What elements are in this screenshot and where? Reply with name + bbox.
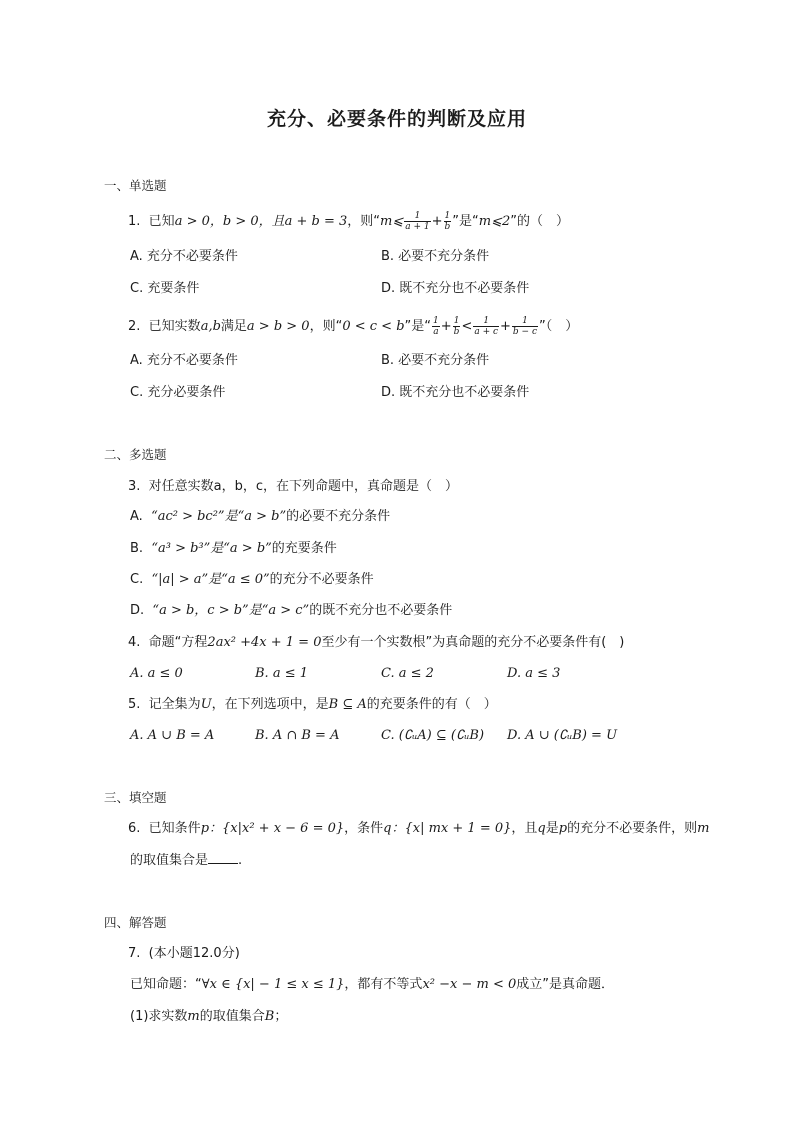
denominator: b − c (512, 327, 537, 337)
option-a[interactable]: A. 充分不必要条件 (130, 353, 238, 368)
option-a[interactable] (130, 508, 390, 526)
option-text: 的充要条件 (271, 541, 337, 556)
option-math: “|a| > a”是“a ≤ 0” (151, 572, 270, 587)
q6-text: . (238, 853, 243, 868)
denominator: b (453, 327, 460, 337)
option-label: B. (130, 541, 144, 556)
numerator: 1 (453, 316, 460, 326)
q6-math: p (558, 821, 568, 836)
q6-math: p：{x|x² + x − 6 = 0} (200, 821, 345, 836)
option-a[interactable]: A. A ∪ B = A (130, 728, 215, 743)
q1-text: 已知 (148, 214, 175, 229)
page-title: 充分、必要条件的判断及应用 (266, 108, 527, 130)
denominator: b (444, 222, 451, 232)
option-a[interactable]: A. a ≤ 0 (130, 666, 183, 681)
q1-text: ”是“ (452, 214, 479, 229)
plus-sign: + (440, 319, 452, 334)
q6-math: q (537, 821, 546, 836)
numerator: 1 (404, 211, 430, 222)
option-text: 的必要不充分条件 (286, 509, 391, 524)
q7-math: x² −x − m < 0 (422, 977, 517, 992)
option-b[interactable]: B. 必要不充分条件 (381, 249, 490, 264)
q6-text: ，条件 (344, 821, 384, 836)
option-label: D. (130, 603, 145, 618)
option-d[interactable] (130, 602, 452, 620)
q6-text: ，且 (511, 821, 538, 836)
option-c[interactable]: C. 充要条件 (130, 281, 200, 296)
fraction (432, 316, 440, 337)
question-1-stem (128, 211, 569, 232)
option-label: A. (130, 509, 143, 524)
option-math: “a > b，c > b”是“a > c” (152, 603, 310, 618)
question-number: 1. (128, 214, 141, 229)
question-score: (本小题12.0分) (148, 946, 240, 961)
question-number: 6. (128, 821, 141, 836)
q6-text: 的充分不必要条件，则 (567, 821, 698, 836)
question-number: 4. (128, 635, 141, 650)
q6-math: m (697, 821, 710, 836)
question-7-header (128, 945, 240, 963)
q7-math: B (264, 1009, 275, 1024)
q2-text: 满足 (220, 319, 247, 334)
question-6-stem (128, 820, 709, 838)
option-d[interactable]: D. A ∪ (∁ᵤB) = U (507, 728, 618, 743)
q6-text: 已知条件 (148, 821, 201, 836)
fraction (404, 211, 430, 232)
option-c[interactable]: C. (∁ᵤA) ⊆ (∁ᵤB) (381, 728, 485, 743)
numerator: 1 (433, 316, 439, 326)
section-heading-single-choice: 一、单选题 (104, 178, 167, 193)
q7-text: ； (274, 1009, 288, 1024)
option-label: C. (130, 572, 144, 587)
fraction (473, 316, 499, 337)
section-heading-answer: 四、解答题 (104, 915, 167, 930)
question-number: 5. (128, 697, 141, 712)
q7-text: ，都有不等式 (344, 977, 423, 992)
question-number: 3. (128, 479, 141, 494)
q7-text: 成立”是真命题． (516, 977, 614, 992)
q2-math: 0 < c < b (342, 319, 405, 334)
question-2-stem (128, 316, 578, 337)
option-c[interactable]: C. a ≤ 2 (381, 666, 434, 681)
q1-math: a > 0，b > 0，且a + b = 3 (174, 214, 348, 229)
section-heading-multiple-choice: 二、多选题 (104, 447, 167, 462)
fraction (444, 211, 452, 232)
option-b[interactable]: B. A ∩ B = A (255, 728, 340, 743)
option-d[interactable]: D. a ≤ 3 (507, 666, 561, 681)
q3-text: 对任意实数a，b，c，在下列命题中，真命题是（ ） (148, 479, 459, 494)
question-number: 2. (128, 319, 141, 334)
numerator: 1 (512, 316, 538, 327)
option-text: 的既不充分也不必要条件 (309, 603, 453, 618)
q1-math: m⩽2 (478, 214, 511, 229)
option-b[interactable]: B. 必要不充分条件 (381, 353, 490, 368)
numerator: 1 (444, 211, 451, 221)
question-number: 7. (128, 946, 141, 961)
q5-math: U (200, 697, 212, 712)
q5-math: B ⊆ A (328, 697, 367, 712)
question-7-part-1 (130, 1008, 287, 1026)
q7-math: ∀x ∈ {x| − 1 ≤ x ≤ 1} (201, 977, 345, 992)
q6-text: 是 (545, 821, 559, 836)
q2-text: ，则“ (309, 319, 343, 334)
plus-sign: + (500, 319, 511, 334)
q4-math: 2ax² +4x + 1 = 0 (207, 635, 322, 650)
less-than-sign: < (461, 319, 473, 334)
denominator: a + c (474, 327, 499, 337)
q1-text: ，则“ (347, 214, 381, 229)
question-6-continuation (130, 852, 242, 870)
fraction (512, 316, 538, 337)
q7-text: 已知命题：“ (130, 977, 202, 992)
q1-math: m⩽ (380, 214, 404, 229)
question-7-stem (130, 976, 614, 994)
q7-text: 的取值集合 (199, 1009, 265, 1024)
option-b[interactable] (130, 540, 337, 558)
option-text: 的充分不必要条件 (269, 572, 374, 587)
q5-text: ，在下列选项中，是 (211, 697, 329, 712)
q5-text: 的充要条件的有（ ） (366, 697, 497, 712)
option-c[interactable] (130, 571, 374, 589)
option-math: “ac² > bc²”是“a > b” (151, 509, 287, 524)
q5-text: 记全集为 (148, 697, 201, 712)
option-b[interactable]: B. a ≤ 1 (255, 666, 308, 681)
option-math: “a³ > b³”是“a > b” (151, 541, 272, 556)
plus-sign: + (431, 214, 443, 229)
q1-text: ”的（ ） (510, 214, 570, 229)
section-heading-fill-in: 三、填空题 (104, 790, 167, 805)
question-5-stem (128, 696, 497, 714)
answer-blank[interactable] (208, 853, 238, 864)
q6-math: q：{x| mx + 1 = 0} (383, 821, 512, 836)
q2-text: 已知实数 (148, 319, 201, 334)
option-d[interactable]: D. 既不充分也不必要条件 (381, 281, 530, 296)
q4-text: 命题“方程 (148, 635, 208, 650)
question-3-stem (128, 478, 458, 496)
numerator: 1 (473, 316, 499, 327)
question-4-stem (128, 634, 624, 652)
option-d[interactable]: D. 既不充分也不必要条件 (381, 385, 530, 400)
denominator: a (433, 327, 439, 337)
option-a[interactable]: A. 充分不必要条件 (130, 249, 238, 264)
q2-text: ”（ ） (539, 319, 579, 334)
q7-math: m (187, 1009, 200, 1024)
q2-text: ”是“ (404, 319, 432, 334)
q7-text: (1)求实数 (130, 1009, 188, 1024)
fraction (453, 316, 461, 337)
q2-math: a,b (200, 319, 221, 334)
q2-math: a > b > 0 (246, 319, 310, 334)
q6-text: 的取值集合是 (130, 853, 209, 868)
option-c[interactable]: C. 充分必要条件 (130, 385, 226, 400)
q4-text: 至少有一个实数根”为真命题的充分不必要条件有( ) (321, 635, 625, 650)
denominator: a + 1 (405, 222, 430, 232)
